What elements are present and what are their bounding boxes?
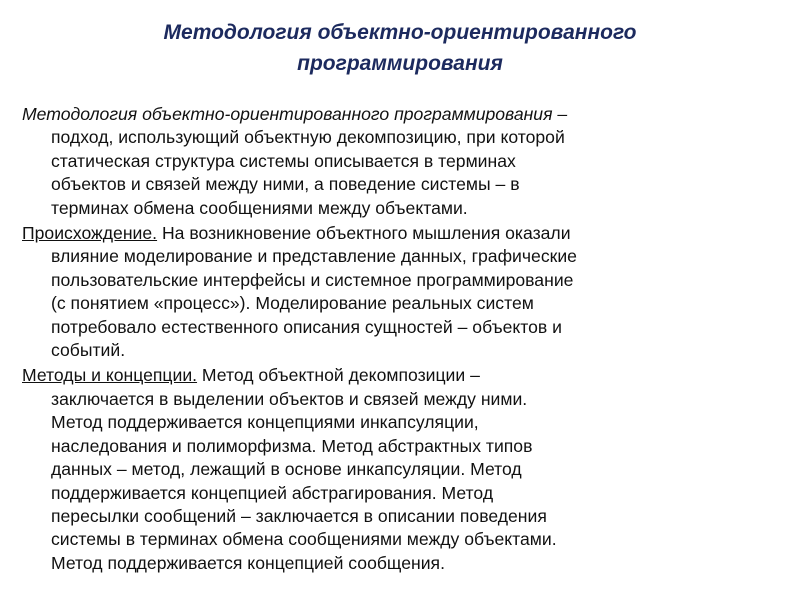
paragraph-line: Метод поддерживается концепциями инкапсуляции, [51,412,479,433]
paragraph-first-line [22,364,782,387]
definition-paragraph [22,103,782,220]
paragraph-line: статическая структура системы описывается в терминах [51,150,516,171]
methods-paragraph [22,364,782,575]
paragraph-line: терминах обмена сообщениями между объектами. [51,197,468,218]
paragraph-line: данных – метод, лежащий в основе инкапсуляции. Метод [51,459,522,480]
slide-title [0,17,800,79]
paragraph-line: объектов и связей между ними, а поведение системы – в [51,174,520,195]
slide-body [22,103,782,577]
paragraph-line: пользовательские интерфейсы и системное программирование [51,269,574,290]
paragraph-line: поддерживается концепцией абстрагирования. Метод [51,482,494,503]
title-line: программирования [297,52,503,75]
paragraph-line: событий. [51,340,126,361]
paragraph-line: системы в терминах обмена сообщениями между объектами. [51,529,557,550]
origin-paragraph [22,222,782,362]
paragraph-text: На возникновение объектного мышления оказали [157,223,571,244]
paragraph-first-line [22,222,782,245]
paragraph-line: наследования и полиморфизма. Метод абстрактных типов [51,435,533,456]
paragraph-line: (с понятием «процесс»). Моделирование реальных систем [51,293,534,314]
paragraph-text: Метод объектной декомпозиции – [197,365,480,386]
paragraph-line: подход, использующий объектную декомпозицию, при которой [51,127,565,148]
paragraph-line: влияние моделирование и представление данных, графические [51,246,577,267]
title-line: Методология объектно-ориентированного [163,21,637,44]
paragraph-line: Метод поддерживается концепцией сообщения. [51,552,445,573]
paragraph-line: пересылки сообщений – заключается в описании поведения [51,505,547,526]
paragraph-line: потребовало естественного описания сущностей – объектов и [51,316,562,337]
methods-label: Методы и концепции. [22,365,198,386]
paragraph-line: заключается в выделении объектов и связей между ними. [51,388,528,409]
origin-label: Происхождение. [22,223,158,244]
paragraph-line: Методология объектно-ориентированного программирования – [22,104,568,124]
